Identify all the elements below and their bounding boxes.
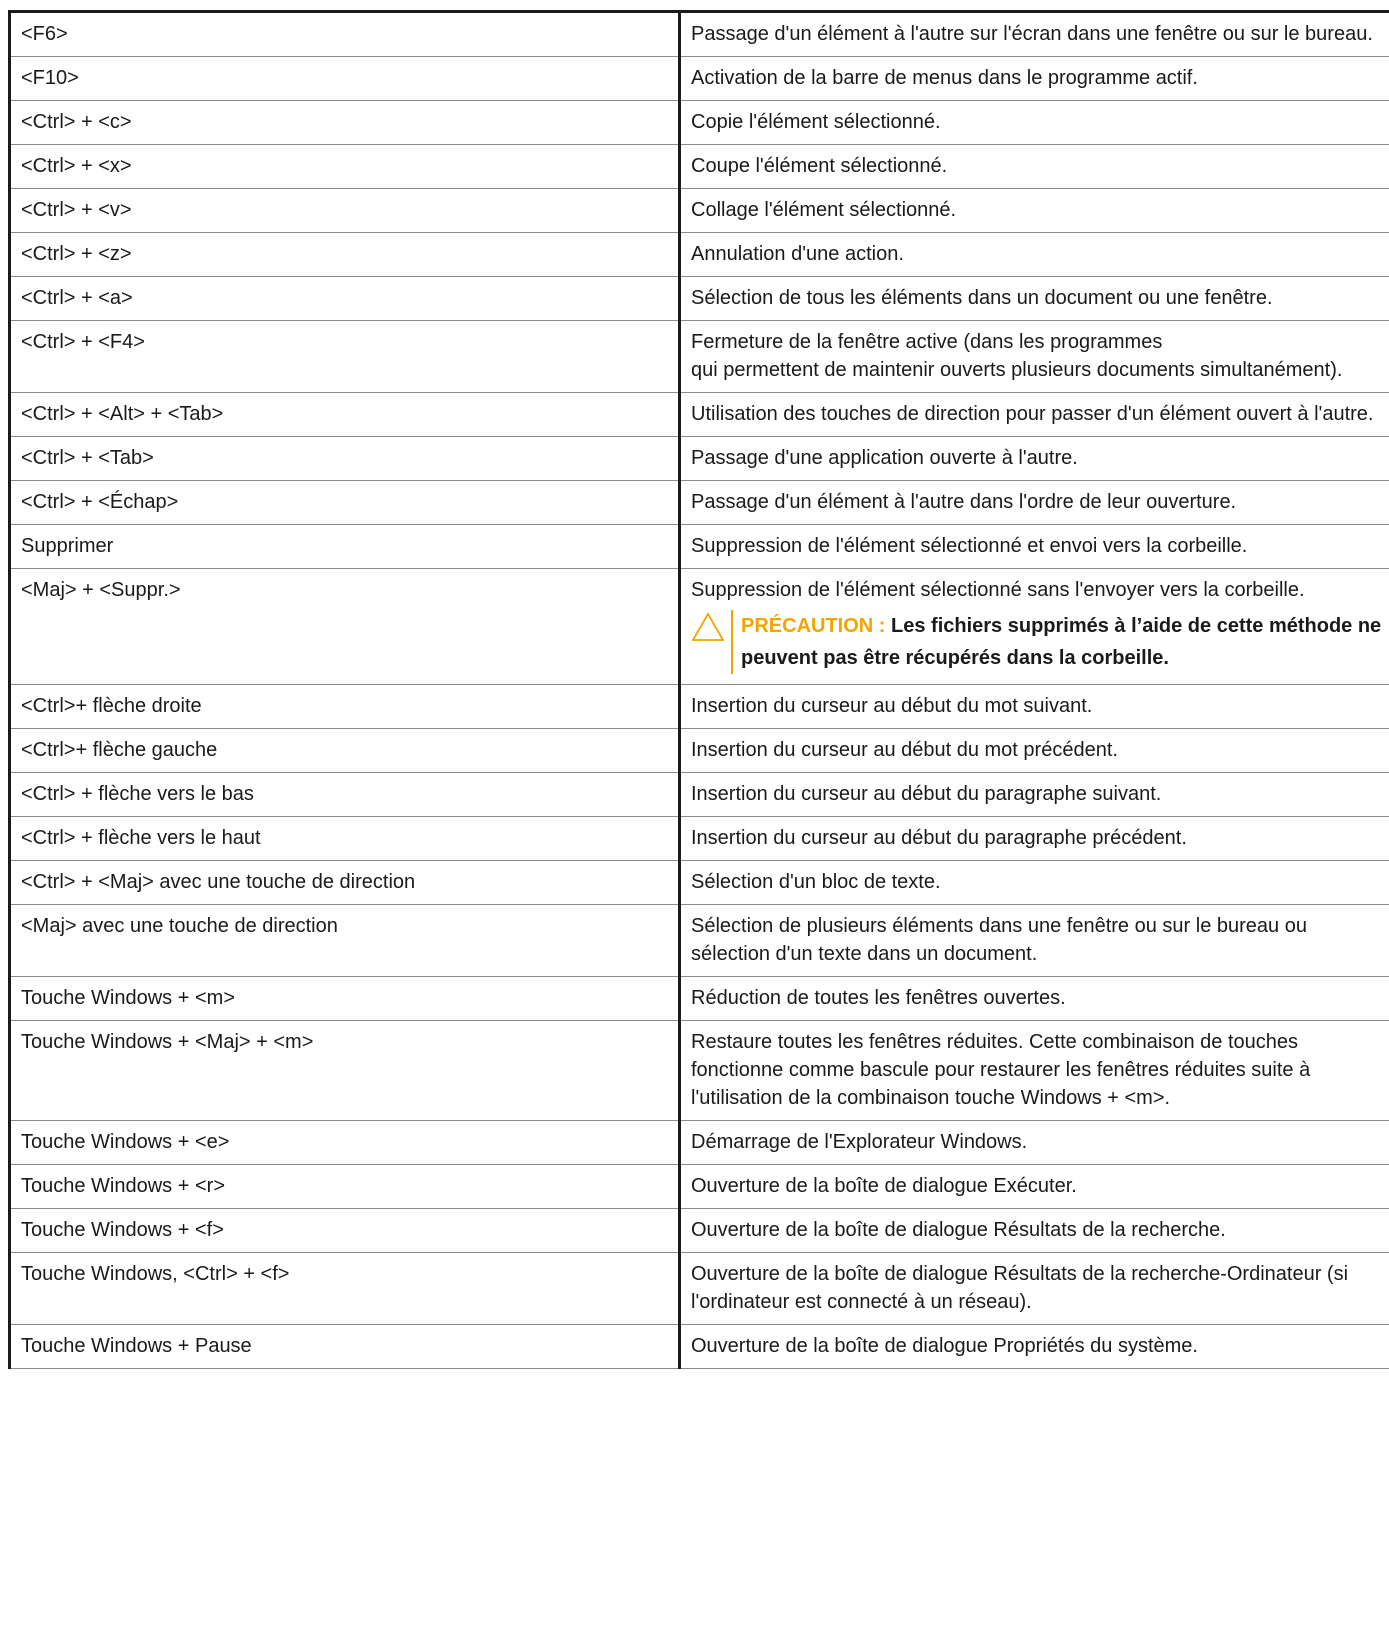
shortcut-description-cell bbox=[680, 569, 1389, 685]
shortcut-key-cell: Touche Windows + <m> bbox=[10, 977, 680, 1021]
shortcut-description-cell bbox=[680, 685, 1389, 729]
shortcut-key-cell: <Ctrl> + <Alt> + <Tab> bbox=[10, 393, 680, 437]
shortcut-description-cell bbox=[680, 189, 1389, 233]
shortcut-description-cell bbox=[680, 101, 1389, 145]
shortcut-description-cell bbox=[680, 1209, 1389, 1253]
shortcut-key-cell: Touche Windows + Pause bbox=[10, 1325, 680, 1369]
shortcut-key-cell: <Ctrl> + <z> bbox=[10, 233, 680, 277]
table-row bbox=[10, 437, 1389, 481]
shortcut-description-cell bbox=[680, 145, 1389, 189]
shortcut-key-cell: <Ctrl> + flèche vers le haut bbox=[10, 817, 680, 861]
shortcut-description-text: Insertion du curseur au début du mot suivant. bbox=[691, 695, 1093, 717]
shortcut-table bbox=[8, 10, 1389, 1369]
shortcut-description-text: Réduction de toutes les fenêtres ouvertes. bbox=[691, 987, 1066, 1009]
table-row bbox=[10, 1325, 1389, 1369]
shortcut-key-cell: Touche Windows + <f> bbox=[10, 1209, 680, 1253]
shortcut-description-text: Passage d'un élément à l'autre dans l'ordre de leur ouverture. bbox=[691, 491, 1237, 513]
table-row bbox=[10, 729, 1389, 773]
table-row bbox=[10, 233, 1389, 277]
shortcut-description-text: Passage d'un élément à l'autre sur l'écran dans une fenêtre ou sur le bureau. bbox=[691, 23, 1373, 45]
shortcut-description-text: Coupe l'élément sélectionné. bbox=[691, 155, 948, 177]
shortcut-key-cell: <Ctrl>+ flèche gauche bbox=[10, 729, 680, 773]
shortcut-key-cell: <F6> bbox=[10, 12, 680, 57]
shortcut-key-cell: Touche Windows + <Maj> + <m> bbox=[10, 1021, 680, 1121]
shortcut-description-text: Restaure toutes les fenêtres réduites. Cette combinaison de touches fonctionne comme bascule pour restaurer les fenêtres réduites suite à l'utilisation de la combinaison touche Windows + <m>. bbox=[691, 1031, 1311, 1109]
shortcut-description-cell bbox=[680, 437, 1389, 481]
shortcut-description-cell bbox=[680, 773, 1389, 817]
table-row bbox=[10, 977, 1389, 1021]
table-row bbox=[10, 1021, 1389, 1121]
shortcut-key-cell: <Ctrl> + <c> bbox=[10, 101, 680, 145]
caution-text-block bbox=[731, 610, 1389, 674]
shortcut-description-cell bbox=[680, 1325, 1389, 1369]
shortcut-description-cell bbox=[680, 321, 1389, 393]
shortcut-description-cell bbox=[680, 817, 1389, 861]
shortcut-description-text: Insertion du curseur au début du paragraphe précédent. bbox=[691, 827, 1187, 849]
shortcut-description-text: Collage l'élément sélectionné. bbox=[691, 199, 957, 221]
shortcut-description-text: Sélection de plusieurs éléments dans une fenêtre ou sur le bureau ou sélection d'un texte dans un document. bbox=[691, 915, 1307, 965]
table-row bbox=[10, 321, 1389, 393]
shortcut-description-text: Annulation d'une action. bbox=[691, 243, 904, 265]
shortcut-key-cell: <Ctrl> + <Échap> bbox=[10, 481, 680, 525]
shortcut-description-cell bbox=[680, 393, 1389, 437]
shortcut-description-cell bbox=[680, 1021, 1389, 1121]
shortcut-key-cell: <Ctrl> + <x> bbox=[10, 145, 680, 189]
table-row bbox=[10, 277, 1389, 321]
caution-note bbox=[691, 610, 1389, 674]
table-row bbox=[10, 189, 1389, 233]
shortcut-description-text: Ouverture de la boîte de dialogue Résultats de la recherche-Ordinateur (si l'ordinateur est connecté à un réseau). bbox=[691, 1263, 1349, 1313]
table-row bbox=[10, 817, 1389, 861]
shortcut-key-cell: Touche Windows + <r> bbox=[10, 1165, 680, 1209]
shortcut-key-cell: <Ctrl> + <v> bbox=[10, 189, 680, 233]
shortcut-description-text: Ouverture de la boîte de dialogue Exécuter. bbox=[691, 1175, 1077, 1197]
shortcut-description-cell bbox=[680, 525, 1389, 569]
table-row bbox=[10, 145, 1389, 189]
shortcut-description-cell bbox=[680, 1165, 1389, 1209]
shortcut-description-text: Utilisation des touches de direction pour passer d'un élément ouvert à l'autre. bbox=[691, 403, 1374, 425]
shortcut-key-cell: <Ctrl> + <F4> bbox=[10, 321, 680, 393]
shortcut-description-text: Insertion du curseur au début du mot précédent. bbox=[691, 739, 1118, 761]
table-row bbox=[10, 1253, 1389, 1325]
table-row bbox=[10, 525, 1389, 569]
shortcut-key-cell: <Ctrl> + <a> bbox=[10, 277, 680, 321]
shortcut-description-text: Sélection d'un bloc de texte. bbox=[691, 871, 941, 893]
shortcut-description-cell bbox=[680, 233, 1389, 277]
table-row bbox=[10, 685, 1389, 729]
shortcut-description-cell bbox=[680, 481, 1389, 525]
shortcut-description-cell bbox=[680, 729, 1389, 773]
shortcut-description-cell bbox=[680, 1253, 1389, 1325]
shortcut-key-cell: <Ctrl> + <Tab> bbox=[10, 437, 680, 481]
table-row bbox=[10, 101, 1389, 145]
shortcut-description-text: Ouverture de la boîte de dialogue Résultats de la recherche. bbox=[691, 1219, 1226, 1241]
table-row bbox=[10, 12, 1389, 57]
table-row bbox=[10, 1165, 1389, 1209]
shortcut-key-cell: <Maj> avec une touche de direction bbox=[10, 905, 680, 977]
shortcut-description-text: Suppression de l'élément sélectionné et envoi vers la corbeille. bbox=[691, 535, 1248, 557]
shortcut-key-cell: <Ctrl>+ flèche droite bbox=[10, 685, 680, 729]
shortcut-key-cell: Touche Windows + <e> bbox=[10, 1121, 680, 1165]
table-row bbox=[10, 1209, 1389, 1253]
shortcut-description-text: Ouverture de la boîte de dialogue Propriétés du système. bbox=[691, 1335, 1198, 1357]
shortcut-description-text: Insertion du curseur au début du paragraphe suivant. bbox=[691, 783, 1162, 805]
shortcut-description-cell bbox=[680, 977, 1389, 1021]
shortcut-key-cell: <Ctrl> + <Maj> avec une touche de direction bbox=[10, 861, 680, 905]
shortcut-description-text: Activation de la barre de menus dans le programme actif. bbox=[691, 67, 1198, 89]
shortcut-description-text: Sélection de tous les éléments dans un document ou une fenêtre. bbox=[691, 287, 1273, 309]
shortcut-description-text: Fermeture de la fenêtre active (dans les programmes qui permettent de maintenir ouverts plusieurs documents simultanément). bbox=[691, 331, 1343, 381]
shortcut-description-text: Passage d'une application ouverte à l'autre. bbox=[691, 447, 1078, 469]
shortcut-description-text: Suppression de l'élément sélectionné sans l'envoyer vers la corbeille. bbox=[691, 579, 1305, 601]
table-row bbox=[10, 773, 1389, 817]
shortcut-description-cell bbox=[680, 861, 1389, 905]
caution-label: PRÉCAUTION : bbox=[741, 615, 886, 637]
table-row bbox=[10, 905, 1389, 977]
shortcut-key-cell: <Ctrl> + flèche vers le bas bbox=[10, 773, 680, 817]
shortcut-key-cell: <Maj> + <Suppr.> bbox=[10, 569, 680, 685]
shortcut-description-cell bbox=[680, 12, 1389, 57]
shortcut-description-cell bbox=[680, 905, 1389, 977]
table-row bbox=[10, 1121, 1389, 1165]
table-row bbox=[10, 569, 1389, 685]
caution-text: Les fichiers supprimés à l’aide de cette méthode ne peuvent pas être récupérés dans la corbeille. bbox=[741, 615, 1382, 669]
table-row bbox=[10, 57, 1389, 101]
shortcut-description-cell bbox=[680, 1121, 1389, 1165]
shortcut-key-cell: <F10> bbox=[10, 57, 680, 101]
shortcut-table-body bbox=[10, 12, 1389, 1369]
table-row bbox=[10, 393, 1389, 437]
shortcut-description-cell bbox=[680, 57, 1389, 101]
shortcut-key-cell: Supprimer bbox=[10, 525, 680, 569]
warning-triangle-icon bbox=[691, 610, 731, 674]
table-row bbox=[10, 481, 1389, 525]
shortcut-description-text: Démarrage de l'Explorateur Windows. bbox=[691, 1131, 1028, 1153]
shortcut-description-cell bbox=[680, 277, 1389, 321]
shortcut-description-text: Copie l'élément sélectionné. bbox=[691, 111, 941, 133]
shortcut-key-cell: Touche Windows, <Ctrl> + <f> bbox=[10, 1253, 680, 1325]
table-row bbox=[10, 861, 1389, 905]
